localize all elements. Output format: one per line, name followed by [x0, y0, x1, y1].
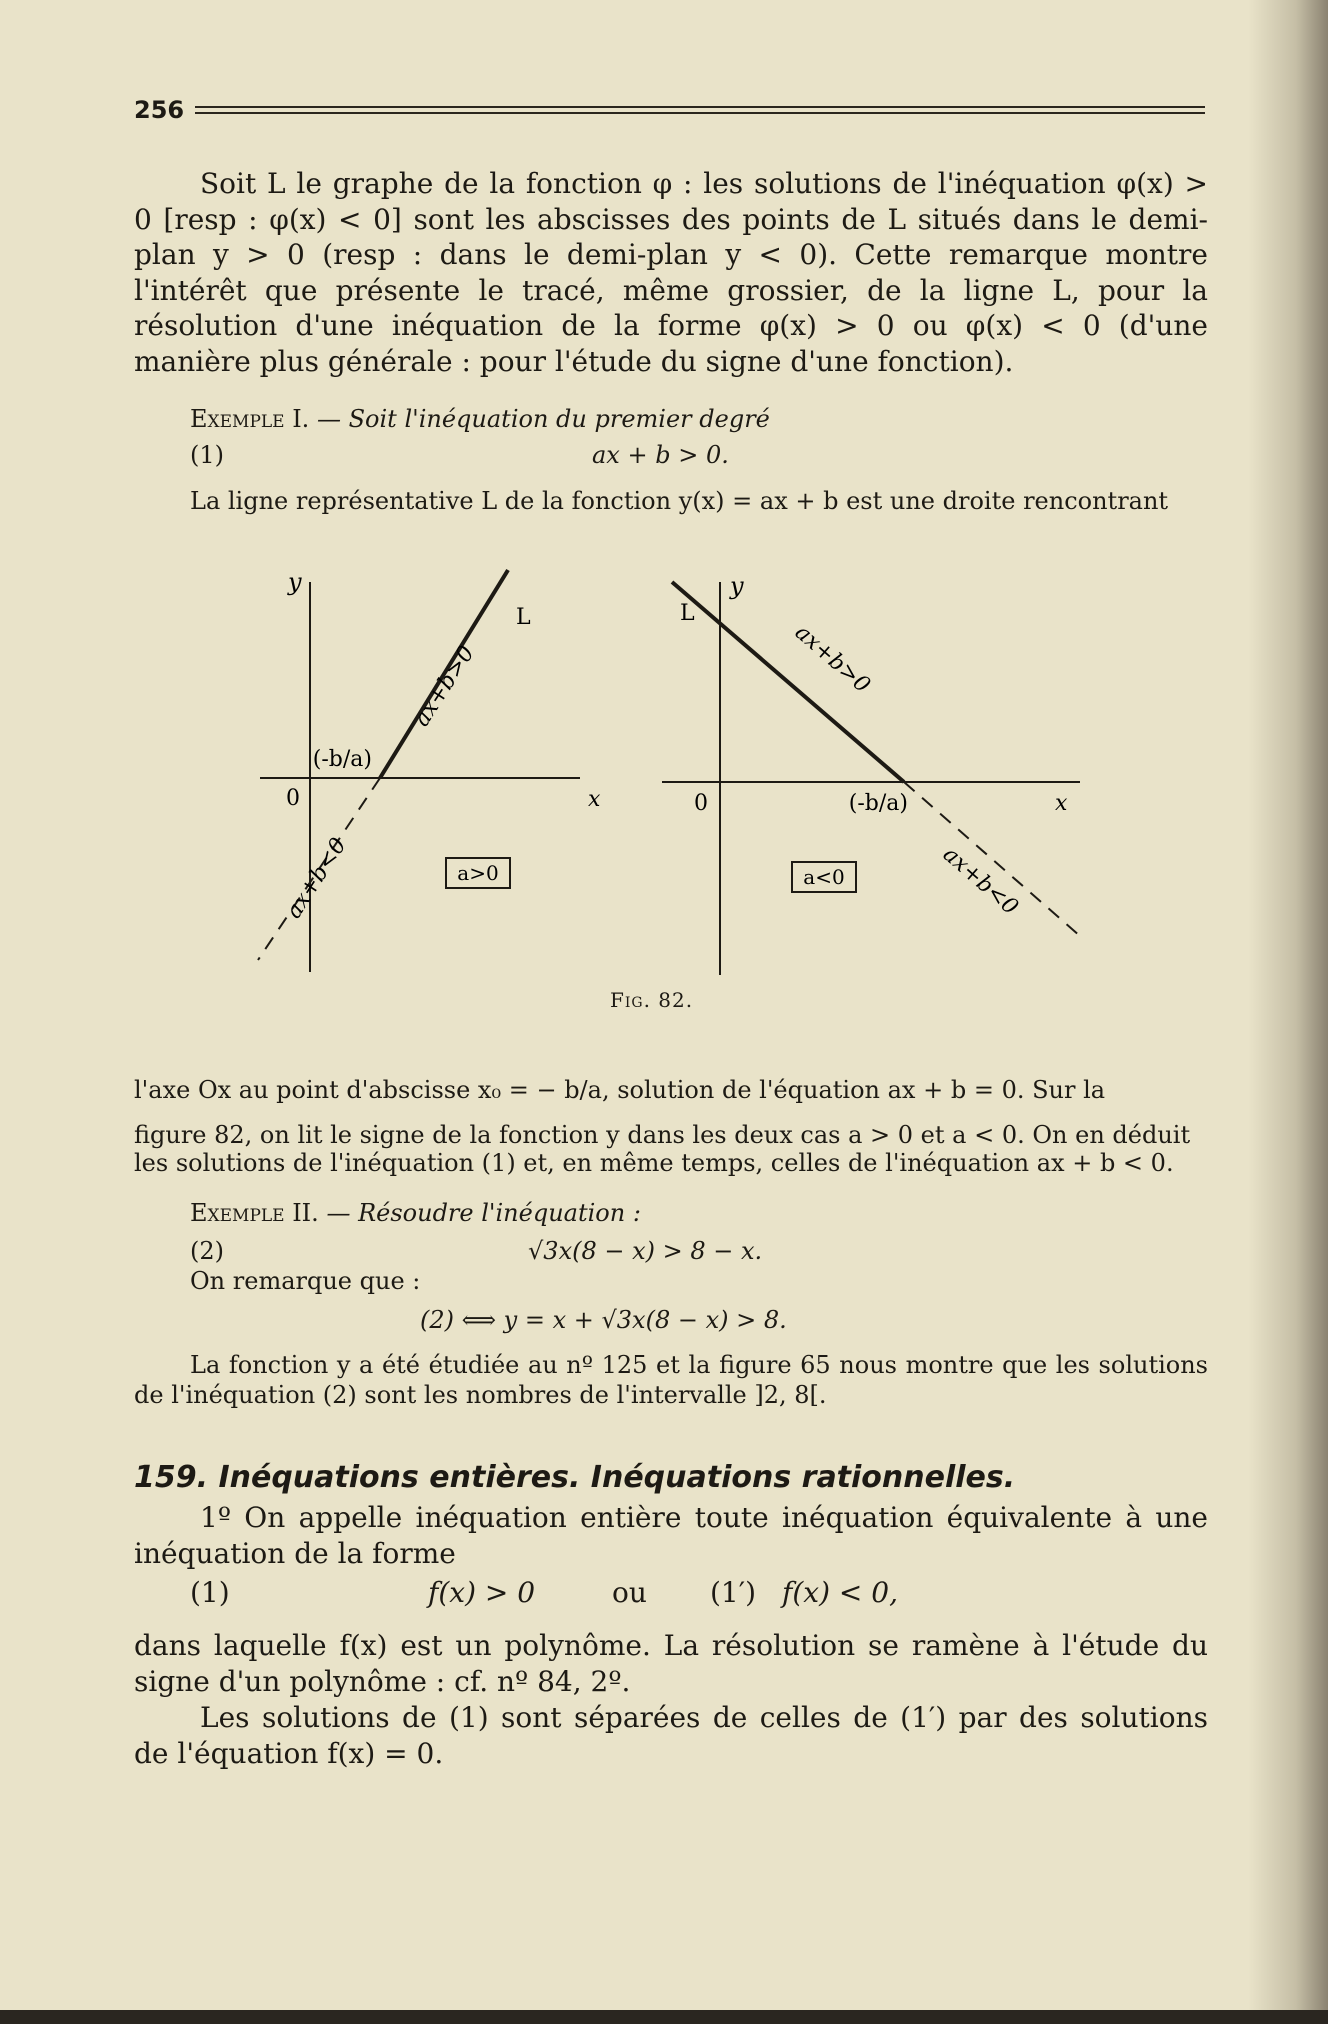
section-heading: 159. Inéquations entières. Inéquations rationnelles. [134, 1460, 1016, 1495]
example2-remark: On remarque que : [190, 1267, 421, 1295]
section-ou: ou [612, 1576, 647, 1609]
right-line-dashed [904, 782, 1080, 936]
right-box-label: a<0 [803, 865, 845, 889]
section-paragraph-3: Les solutions de (1) sont séparées de celles de (1′) par des solutions de l'équation f(x) = 0. [134, 1701, 1208, 1770]
section-eq-2: f(x) < 0, [782, 1576, 898, 1609]
section-paragraph-1: 1º On appelle inéquation entière toute inéquation équivalente à une inéquation de la forme [134, 1501, 1208, 1570]
section-eq-1: f(x) > 0 [428, 1576, 536, 1609]
figure-caption: Fig. 82. [610, 988, 694, 1012]
section-eq-num-1: (1) [190, 1576, 230, 1609]
example2-conclusion: La fonction y a été étudiée au nº 125 et la figure 65 nous montre que les solutions de l'inéquation (2) sont les nombres de l'intervalle ]2, 8[. [134, 1351, 1208, 1409]
right-x-label: x [1055, 791, 1068, 816]
after-figure-line-3: les solutions de l'inéquation (1) et, en même temps, celles de l'inéquation ax + b < 0. [134, 1149, 1174, 1177]
intro-paragraph: Soit L le graphe de la fonction φ : les solutions de l'inéquation φ(x) > 0 [resp : φ(x) < 0] sont les abscisses des points de L situés dans le demi-plan y > 0 (resp : dans le demi-plan y < 0). Cette remarque montre l'intérêt que présente le tracé, même grossier, de la ligne L, pour la résolution d'une inéquation de la forme φ(x) > 0 ou φ(x) < 0 (d'une manière plus générale : pour l'étude du signe d'une fonction). [134, 167, 1208, 378]
left-box-label: a>0 [457, 861, 499, 885]
example1-label: Exemple I. [190, 405, 310, 433]
left-root-label: (-b/a) [312, 747, 372, 772]
section-eq-num-2: (1′) [710, 1576, 757, 1609]
example1-title: — Soit l'inéquation du premier degré [316, 405, 770, 433]
figure-right-plot [662, 572, 1080, 975]
figure-82 [250, 560, 1090, 980]
right-below-label: ax+b<0 [937, 841, 1023, 921]
example2-label: Exemple II. [190, 1199, 319, 1227]
section-paragraph-2: dans laquelle f(x) est un polynôme. La résolution se ramène à l'étude du signe d'un polynôme : cf. nº 84, 2º. [134, 1629, 1208, 1698]
bottom-edge [0, 2010, 1328, 2024]
example1-equation: ax + b > 0. [592, 441, 729, 469]
example2-equation: √3x(8 − x) > 8 − x. [528, 1237, 763, 1265]
example1-eq-num: (1) [190, 441, 224, 469]
page-edge-shadow [1248, 0, 1328, 2024]
left-y-label: y [288, 568, 302, 596]
after-figure-line-2: figure 82, on lit le signe de la fonction y dans les deux cas a > 0 et a < 0. On en déduit [134, 1121, 1191, 1149]
figure-left-plot [258, 568, 601, 972]
example1-text: La ligne représentative L de la fonction y(x) = ax + b est une droite rencontrant [190, 487, 1169, 515]
right-above-label: ax+b>0 [789, 619, 875, 699]
example2-equivalence: (2) ⟺ y = x + √3x(8 − x) > 8. [420, 1306, 787, 1334]
page-number: 256 [134, 96, 185, 124]
left-origin: 0 [286, 786, 300, 811]
right-y-label: y [730, 572, 744, 600]
left-below-label: ax+b<0 [281, 833, 352, 924]
right-line-label: L [680, 601, 695, 626]
right-root-label: (-b/a) [848, 791, 908, 816]
header-rule-top [195, 106, 1205, 108]
example2-heading [190, 1198, 641, 1228]
right-origin: 0 [694, 791, 708, 816]
example2-title: — Résoudre l'inéquation : [326, 1199, 641, 1227]
left-line-label: L [516, 605, 531, 630]
header-rule-bottom [195, 112, 1205, 114]
example1-heading [190, 404, 770, 434]
left-x-label: x [588, 787, 601, 812]
left-above-label: ax+b>0 [409, 641, 480, 732]
example2-eq-num: (2) [190, 1237, 224, 1265]
after-figure-line-1: l'axe Ox au point d'abscisse x₀ = − b/a, solution de l'équation ax + b = 0. Sur la [134, 1076, 1106, 1104]
